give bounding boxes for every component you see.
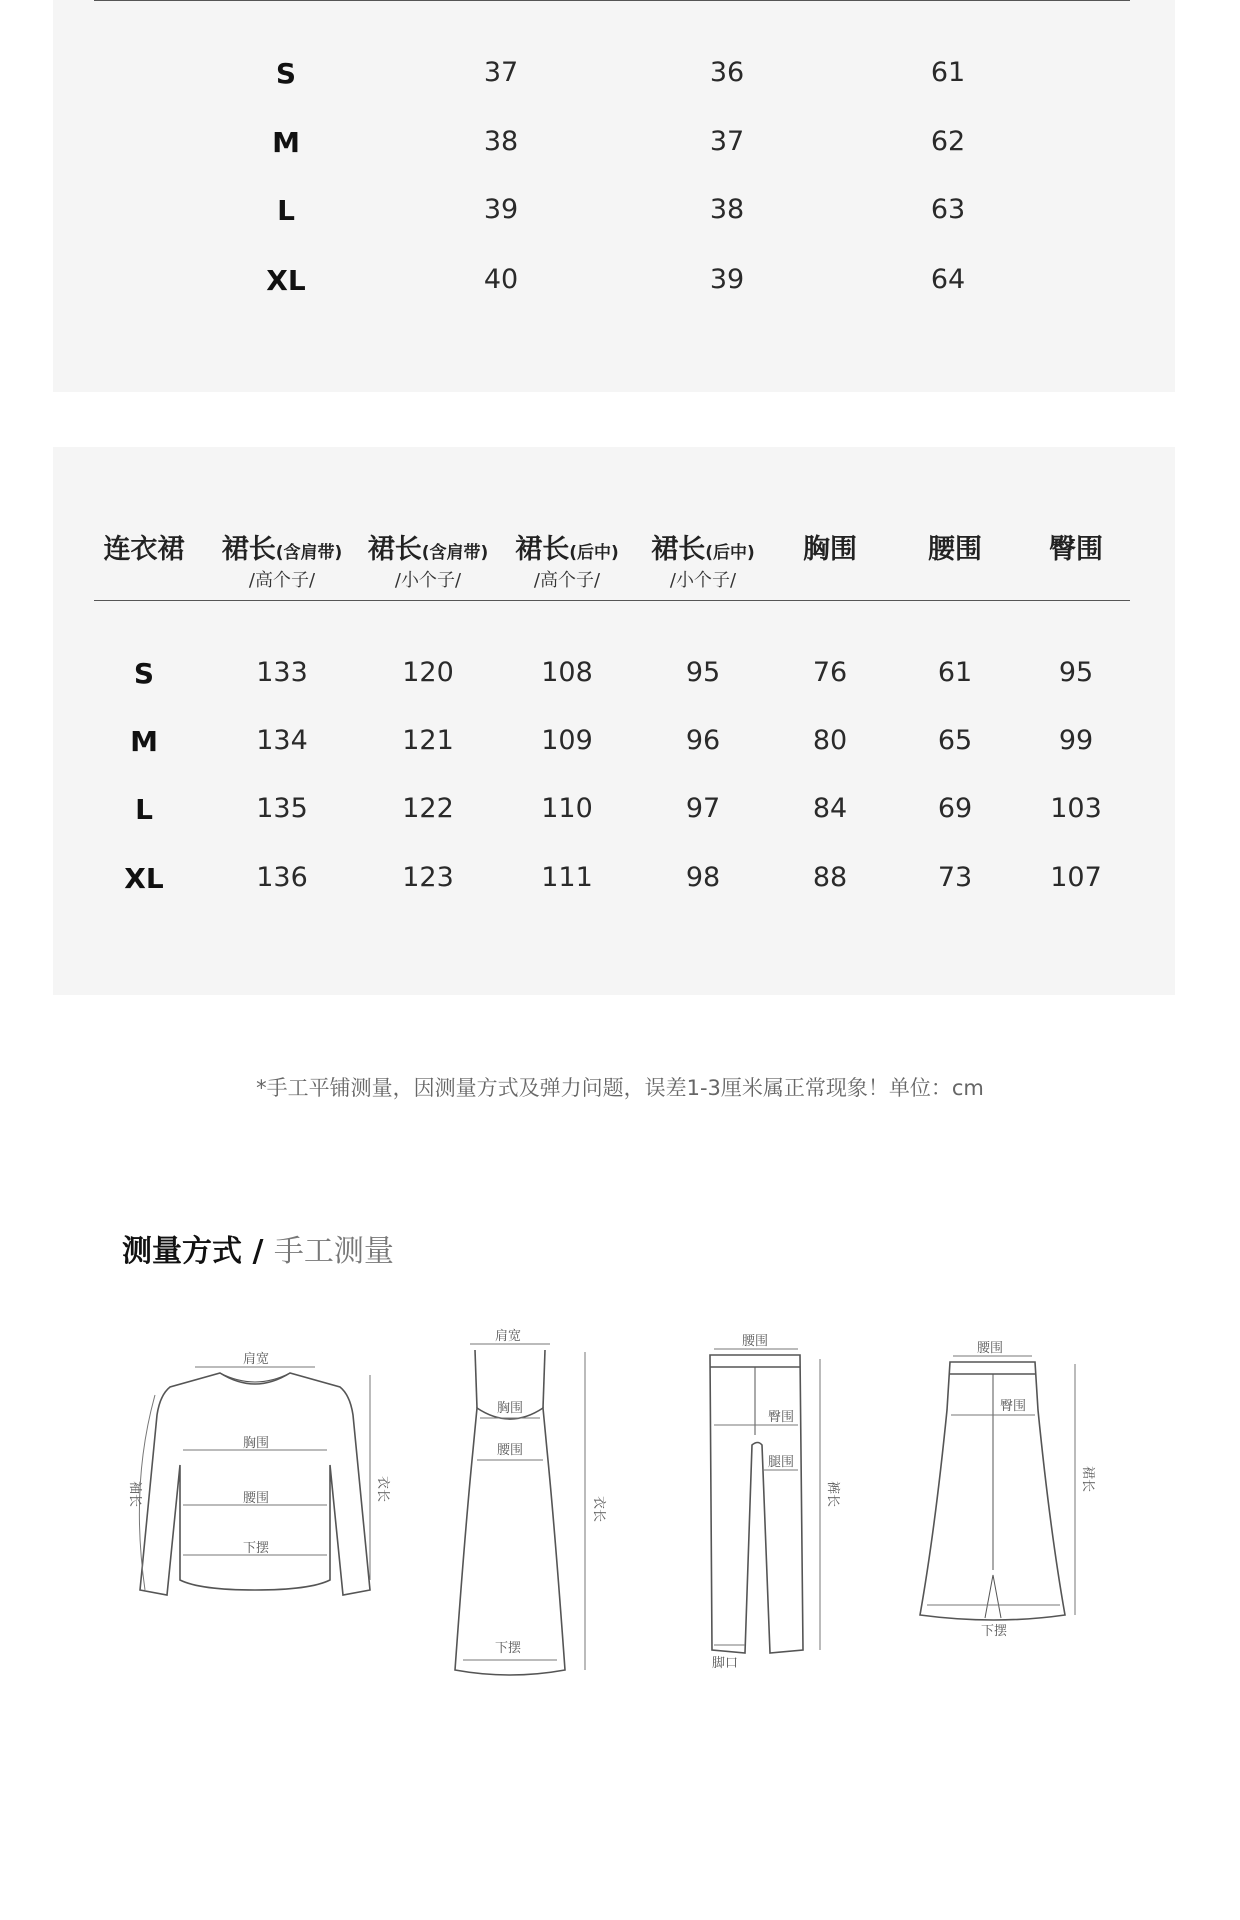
value-cell: 38	[483, 126, 519, 157]
value-cell: 84	[812, 793, 848, 824]
section-title	[122, 1226, 394, 1270]
label-hem: 下摆	[243, 1541, 270, 1556]
value-cell: 80	[812, 725, 848, 756]
size-cell: M	[130, 725, 158, 758]
table-header-rule	[94, 600, 1130, 601]
header-note: (含肩带)	[421, 543, 489, 563]
header-cell	[515, 527, 619, 566]
size-cell: S	[133, 657, 155, 690]
label-length: 衣长	[591, 1496, 606, 1523]
header-cell	[803, 527, 857, 566]
section-title-separator: /	[242, 1234, 274, 1269]
header-cell	[222, 527, 343, 566]
value-cell: 111	[541, 862, 593, 893]
size-cell: L	[135, 793, 153, 826]
header-cell	[928, 527, 982, 566]
value-cell: 64	[930, 264, 966, 295]
header-label: 裙长	[651, 534, 706, 565]
label-waist: 腰围	[742, 1334, 769, 1349]
value-cell: 36	[709, 57, 745, 88]
value-cell: 38	[709, 194, 745, 225]
size-cell: XL	[266, 264, 306, 297]
measurement-note: *手工平铺测量，因测量方式及弹力问题，误差1-3厘米属正常现象！单位：cm	[256, 1076, 984, 1100]
value-cell: 96	[685, 725, 721, 756]
label-length: 裙长	[1080, 1466, 1095, 1493]
header-subtitle: /小个子/	[669, 570, 737, 591]
label-length: 衣长	[375, 1476, 390, 1503]
value-cell: 69	[937, 793, 973, 824]
label-sleeve: 袖长	[127, 1481, 142, 1508]
label-hem: 下摆	[981, 1624, 1008, 1639]
value-cell: 95	[1058, 657, 1094, 688]
label-waist: 腰围	[243, 1491, 270, 1506]
header-note: (后中)	[569, 543, 619, 563]
value-cell: 88	[812, 862, 848, 893]
header-cell	[104, 527, 185, 566]
value-cell: 37	[709, 126, 745, 157]
label-chest: 胸围	[243, 1436, 270, 1451]
header-label: 裙长	[221, 534, 276, 565]
value-cell: 63	[930, 194, 966, 225]
value-cell: 40	[483, 264, 519, 295]
value-cell: 39	[709, 264, 745, 295]
value-cell: 73	[937, 862, 973, 893]
size-cell: XL	[124, 862, 164, 895]
pants-diagram	[700, 1334, 870, 1679]
label-waist: 腰围	[977, 1341, 1004, 1356]
value-cell: 121	[402, 725, 454, 756]
header-label: 裙长	[367, 534, 422, 565]
label-shoulder: 肩宽	[243, 1352, 270, 1367]
value-cell: 97	[685, 793, 721, 824]
header-subtitle: /高个子/	[248, 570, 316, 591]
label-shoulder: 肩宽	[495, 1329, 522, 1344]
label-hem: 下摆	[495, 1641, 522, 1656]
table-rule	[94, 0, 1130, 1]
value-cell: 39	[483, 194, 519, 225]
label-waist: 腰围	[497, 1443, 524, 1458]
value-cell: 61	[930, 57, 966, 88]
value-cell: 103	[1050, 793, 1102, 824]
header-note: (后中)	[705, 543, 755, 563]
value-cell: 135	[256, 793, 308, 824]
value-cell: 76	[812, 657, 848, 688]
value-cell: 110	[541, 793, 593, 824]
section-title-sub: 手工测量	[273, 1234, 394, 1269]
size-cell: S	[275, 57, 297, 90]
header-note: (含肩带)	[275, 543, 343, 563]
value-cell: 62	[930, 126, 966, 157]
header-label: 连衣裙	[103, 534, 185, 565]
size-table-top	[53, 0, 1175, 392]
header-label: 裙长	[515, 534, 570, 565]
size-cell: L	[277, 194, 295, 227]
header-subtitle: /高个子/	[533, 570, 601, 591]
skirt-diagram	[915, 1341, 1095, 1654]
value-cell: 133	[256, 657, 308, 688]
dress-diagram	[445, 1330, 645, 1704]
header-cell	[651, 527, 755, 566]
label-length: 裤长	[825, 1481, 840, 1508]
value-cell: 107	[1050, 862, 1102, 893]
value-cell: 99	[1058, 725, 1094, 756]
header-subtitle: /小个子/	[394, 570, 462, 591]
label-thigh: 腿围	[768, 1455, 795, 1470]
value-cell: 134	[256, 725, 308, 756]
size-cell: M	[272, 126, 300, 159]
value-cell: 120	[402, 657, 454, 688]
header-label: 臀围	[1049, 534, 1103, 565]
label-cuff: 脚口	[712, 1656, 739, 1671]
value-cell: 98	[685, 862, 721, 893]
label-chest: 胸围	[497, 1401, 524, 1416]
value-cell: 37	[483, 57, 519, 88]
top-diagram	[125, 1352, 390, 1619]
section-title-main: 测量方式	[122, 1234, 242, 1269]
value-cell: 65	[937, 725, 973, 756]
value-cell: 122	[402, 793, 454, 824]
header-cell	[368, 527, 489, 566]
value-cell: 108	[541, 657, 593, 688]
value-cell: 61	[937, 657, 973, 688]
label-hip: 臀围	[768, 1410, 795, 1425]
header-cell	[1049, 527, 1103, 566]
value-cell: 109	[541, 725, 593, 756]
header-label: 腰围	[928, 534, 982, 565]
header-label: 胸围	[803, 534, 857, 565]
label-hip: 臀围	[1000, 1399, 1027, 1414]
value-cell: 95	[685, 657, 721, 688]
value-cell: 136	[256, 862, 308, 893]
value-cell: 123	[402, 862, 454, 893]
